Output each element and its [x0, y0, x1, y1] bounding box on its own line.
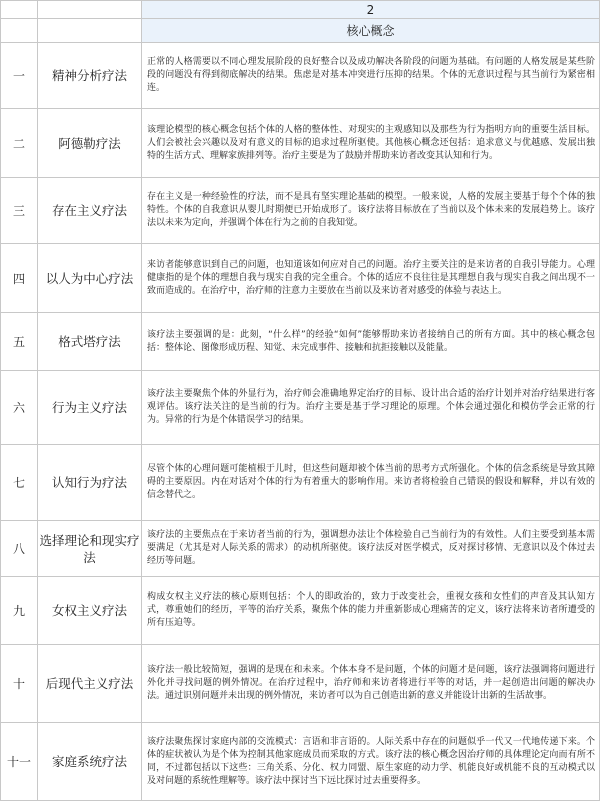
table-row — [1, 178, 600, 244]
table-row — [1, 723, 600, 801]
therapy-name: 行为主义疗法 — [38, 371, 142, 445]
row-index: 十一 — [1, 723, 38, 801]
table-row — [1, 43, 600, 109]
header-blank-cell — [38, 19, 142, 43]
core-concept: 该疗法主要强调的是：此刻，“什么样”的经验“如何”能够帮助来访者接纳自己的所有方面。其中的核心概念包括：整体论、图像形成历程、知觉、未完成事件、接触和抗拒接触以及能量。 — [142, 313, 600, 371]
table-row — [1, 371, 600, 445]
corner-cell — [38, 1, 142, 19]
therapy-name: 阿德勒疗法 — [38, 109, 142, 178]
core-concept: 该疗法聚焦探讨家庭内部的交流模式：言语和非言语的。人际关系中存在的问题似乎一代又一代地传递下来。个体的症状被认为是个体为控制其他家庭成员而采取的方式。该疗法的核心概念因治疗师的具体理论定向而有所不同，不过都包括以下这些：三角关系、分化、权力同盟、原生家庭的动力学、机能良好或机能不良的互动模式以及对问题的系统性理解等。该疗法中探讨当下远比探讨过去重要得多。 — [142, 723, 600, 801]
core-concept: 该疗法一般比较简短，强调的是现在和未来。个体本身不是问题，个体的问题才是问题，该疗法强调将问题进行外化并寻找问题的例外情况。在治疗过程中，治疗师和来访者将进行平等的对话，并一起创造出问题的解决办法。通过识别问题并未出现的例外情况，来访者可以为自己创造出新的意义并能设计出新的生活故事。 — [142, 645, 600, 723]
corner-cell — [1, 1, 38, 19]
core-concept: 该疗法主要聚焦个体的外显行为，治疗师会准确地界定治疗的目标、设计出合适的治疗计划并对治疗结果进行客观评估。该疗法关注的是当前的行为。治疗主要是基于学习理论的原理。个体会通过强化和模仿学会正常的行为。异常的行为是个体错误学习的结果。 — [142, 371, 600, 445]
column-number: 2 — [142, 1, 600, 19]
therapy-name: 女权主义疗法 — [38, 577, 142, 645]
row-index: 七 — [1, 445, 38, 521]
therapy-name: 精神分析疗法 — [38, 43, 142, 109]
table-row — [1, 244, 600, 313]
header-blank-cell — [1, 19, 38, 43]
column-title-row — [1, 19, 600, 43]
table-row — [1, 109, 600, 178]
table-row — [1, 521, 600, 577]
core-concept: 该理论模型的核心概念包括个体的人格的整体性、对现实的主观感知以及那些为行为指明方向的重要生活目标。人们会被社会兴趣以及对有意义的目标的追求过程所驱使。其他核心概念还包括：追求意义与优越感、发展出独特的生活方式、理解家族排列等。治疗主要是为了鼓励并帮助来访者改变其认知和行为。 — [142, 109, 600, 178]
row-index: 八 — [1, 521, 38, 577]
table-row — [1, 313, 600, 371]
row-index: 四 — [1, 244, 38, 313]
therapy-name: 家庭系统疗法 — [38, 723, 142, 801]
core-concept: 正常的人格需要以不同心理发展阶段的良好整合以及成功解决各阶段的问题为基础。有问题的人格发展是某些阶段的问题没有得到彻底解决的结果。焦虑是对基本冲突进行压抑的结果。个体的无意识过程与其当前行为紧密相连。 — [142, 43, 600, 109]
row-index: 九 — [1, 577, 38, 645]
row-index: 二 — [1, 109, 38, 178]
core-concept: 构成女权主义疗法的核心原则包括：个人的即政治的，致力于改变社会，重视女孩和女性们的声音及其认知方式，尊重她们的经历，平等的治疗关系，聚焦个体的能力并重新影成心理痛苦的定义，该疗法将来访者所遭受的所有压迫等。 — [142, 577, 600, 645]
core-concept: 存在主义是一种经验性的疗法，而不是具有坚实理论基础的模型。一般来说，人格的发展主要基于每个个体的独特性。个体的自我意识从婴儿时期便已开始成形了。该疗法将目标放在了当前以及个体未来的发展趋势上。该疗法以未来为定向，并强调个体在行为之前的自我知觉。 — [142, 178, 600, 244]
table-row — [1, 577, 600, 645]
table-row — [1, 645, 600, 723]
row-index: 五 — [1, 313, 38, 371]
therapy-name: 认知行为疗法 — [38, 445, 142, 521]
row-index: 一 — [1, 43, 38, 109]
row-index: 三 — [1, 178, 38, 244]
therapy-name: 以人为中心疗法 — [38, 244, 142, 313]
therapy-name: 选择理论和现实疗法 — [38, 521, 142, 577]
core-concept: 来访者能够意识到自己的问题，也知道该如何应对自己的问题。治疗主要关注的是来访者的自我引导能力。心理健康指的是个体的理想自我与现实自我的完全重合。个体的适应不良往往是其理想自我与现实自我之间出现不一致而造成的。在治疗中，治疗师的注意力主要放在当前以及来访者对感受的体验与表达上。 — [142, 244, 600, 313]
row-index: 十 — [1, 645, 38, 723]
column-number-row — [1, 1, 600, 19]
core-concept: 该疗法的主要焦点在于来访者当前的行为，强调想办法让个体检验自己当前行为的有效性。人们主要受到基本需要满足（尤其是对人际关系的需求）的动机所驱使。该疗法反对医学模式，反对探讨移情、无意识以及个体过去经历等问题。 — [142, 521, 600, 577]
row-index: 六 — [1, 371, 38, 445]
therapy-name: 存在主义疗法 — [38, 178, 142, 244]
therapy-name: 后现代主义疗法 — [38, 645, 142, 723]
column-title: 核心概念 — [142, 19, 600, 43]
table-row — [1, 445, 600, 521]
core-concept: 尽管个体的心理问题可能植根于儿时，但这些问题却被个体当前的思考方式所强化。个体的信念系统是导致其障碍的主要原因。内在对话对个体的行为有着重大的影响作用。来访者将检验自己错误的假设和解释，并以有效的信念替代之。 — [142, 445, 600, 521]
therapy-name: 格式塔疗法 — [38, 313, 142, 371]
